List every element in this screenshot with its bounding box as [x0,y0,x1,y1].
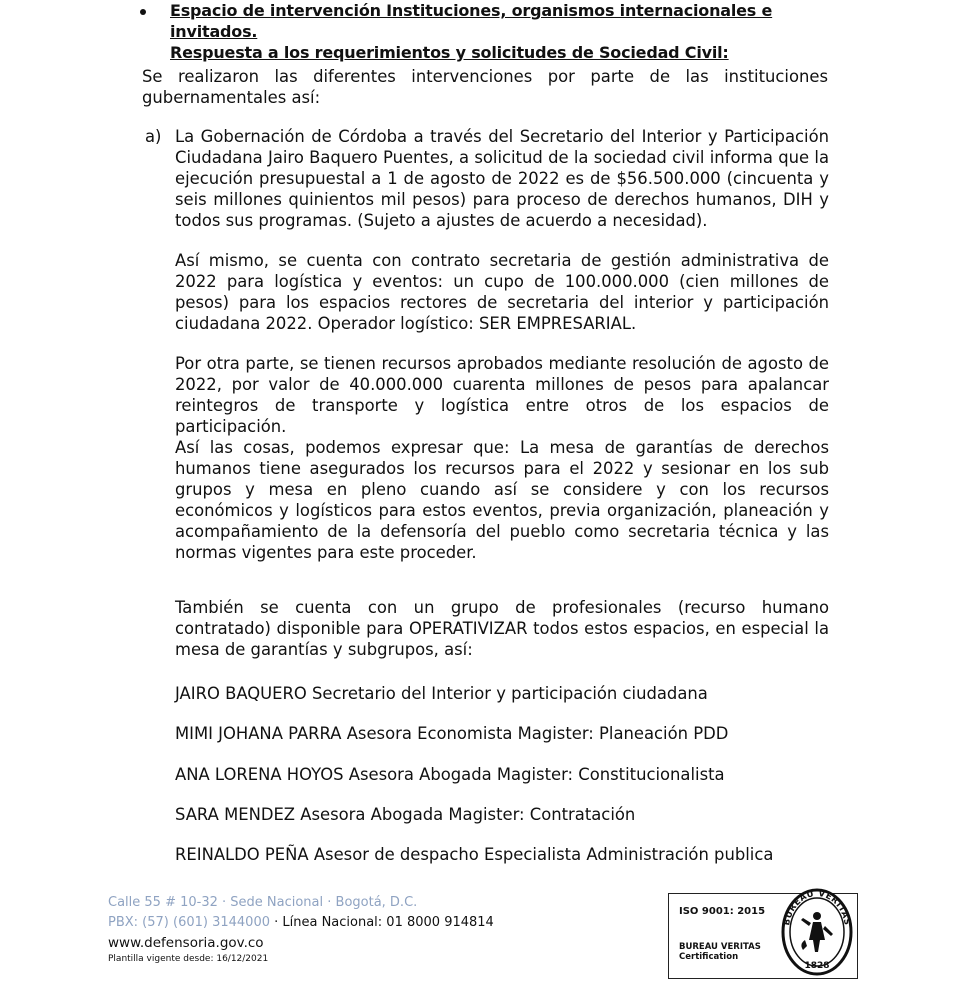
person-line: JAIRO BAQUERO Secretario del Interior y participación ciudadana [175,684,708,703]
person-line: REINALDO PEÑA Asesor de despacho Especialista Administración publica [175,845,774,864]
paragraph-conclusion: Así las cosas, podemos expresar que: La mesa de garantías de derechos humanos tiene asegurados los recursos para el 2022 y sesionar en los sub grupos y mesa en pleno cuando así se considere y con los recursos económicos y logísticos para estos eventos, previa organización, planeación y acompañamiento de la defensoría del pueblo como secretaria técnica y las normas vigentes para este proceder. [175,438,829,562]
footer-template-date: Plantilla vigente desde: 16/12/2021 [108,954,269,964]
paragraph-budget: La Gobernación de Córdoba a través del Secretario del Interior y Participación Ciudadana Jairo Baquero Puentes, a solicitud de la sociedad civil informa que la ejecución presupuestal a 1 de agosto de 2022 es de $56.500.000 (cincuenta y seis millones quinientos mil pesos) para proceso de derechos humanos, DIH y todos sus programas. (Sujeto a ajustes de acuerdo a necesidad). [175,127,829,230]
footer-phone-row [108,913,528,933]
person-line: ANA LORENA HOYOS Asesora Abogada Magister: Constitucionalista [175,765,725,784]
certification-box [668,888,858,979]
section-heading [170,0,850,63]
footer-address: Calle 55 # 10-32 · Sede Nacional · Bogotá, D.C. [108,895,418,910]
footer-phone: PBX: (57) (601) 3144000 [108,915,270,930]
intro-paragraph: Se realizaron las diferentes intervenciones por parte de las instituciones gubernamentales así: [142,67,828,107]
heading-line-1: Espacio de intervención Instituciones, organismos internacionales e invitados. [170,1,773,41]
footer-national-line: · Línea Nacional: 01 8000 914814 [269,915,494,930]
page-footer [108,893,528,965]
certifier-name: BUREAU VERITAS [679,942,761,952]
svg-text:1828: 1828 [804,961,830,971]
iso-label: ISO 9001: 2015 [679,906,766,917]
paragraph-professionals: También se cuenta con un grupo de profesionales (recurso humano contratado) disponible para OPERATIVIZAR todos estos espacios, en especial la mesa de garantías y subgrupos, así: [175,598,829,659]
certification-label: Certification [679,952,739,962]
bureau-veritas-seal-icon [779,880,855,978]
paragraph-resources: Por otra parte, se tienen recursos aprobados mediante resolución de agosto de 2022, por valor de 40.000.000 cuarenta millones de pesos para apalancar reintegros de transporte y logística entre otros de los espacios de participación. [175,354,829,436]
person-line: SARA MENDEZ Asesora Abogada Magister: Contratación [175,805,636,824]
paragraph-contract: Así mismo, se cuenta con contrato secretaria de gestión administrativa de 2022 para logística y eventos: un cupo de 100.000.000 (cien millones de pesos) para los espacios rectores de secretaria del interior y participación ciudadana 2022. Operador logístico: SER EMPRESARIAL. [175,251,829,333]
heading-line-2: Respuesta a los requerimientos y solicitudes de Sociedad Civil: [170,43,729,62]
bullet-icon [140,9,146,15]
list-marker: a) [145,127,162,146]
footer-website-link[interactable]: www.defensoria.gov.co [108,935,264,951]
svg-text:BUREAU VERITAS: BUREAU VERITAS [782,888,852,927]
person-line: MIMI JOHANA PARRA Asesora Economista Magister: Planeación PDD [175,724,729,743]
